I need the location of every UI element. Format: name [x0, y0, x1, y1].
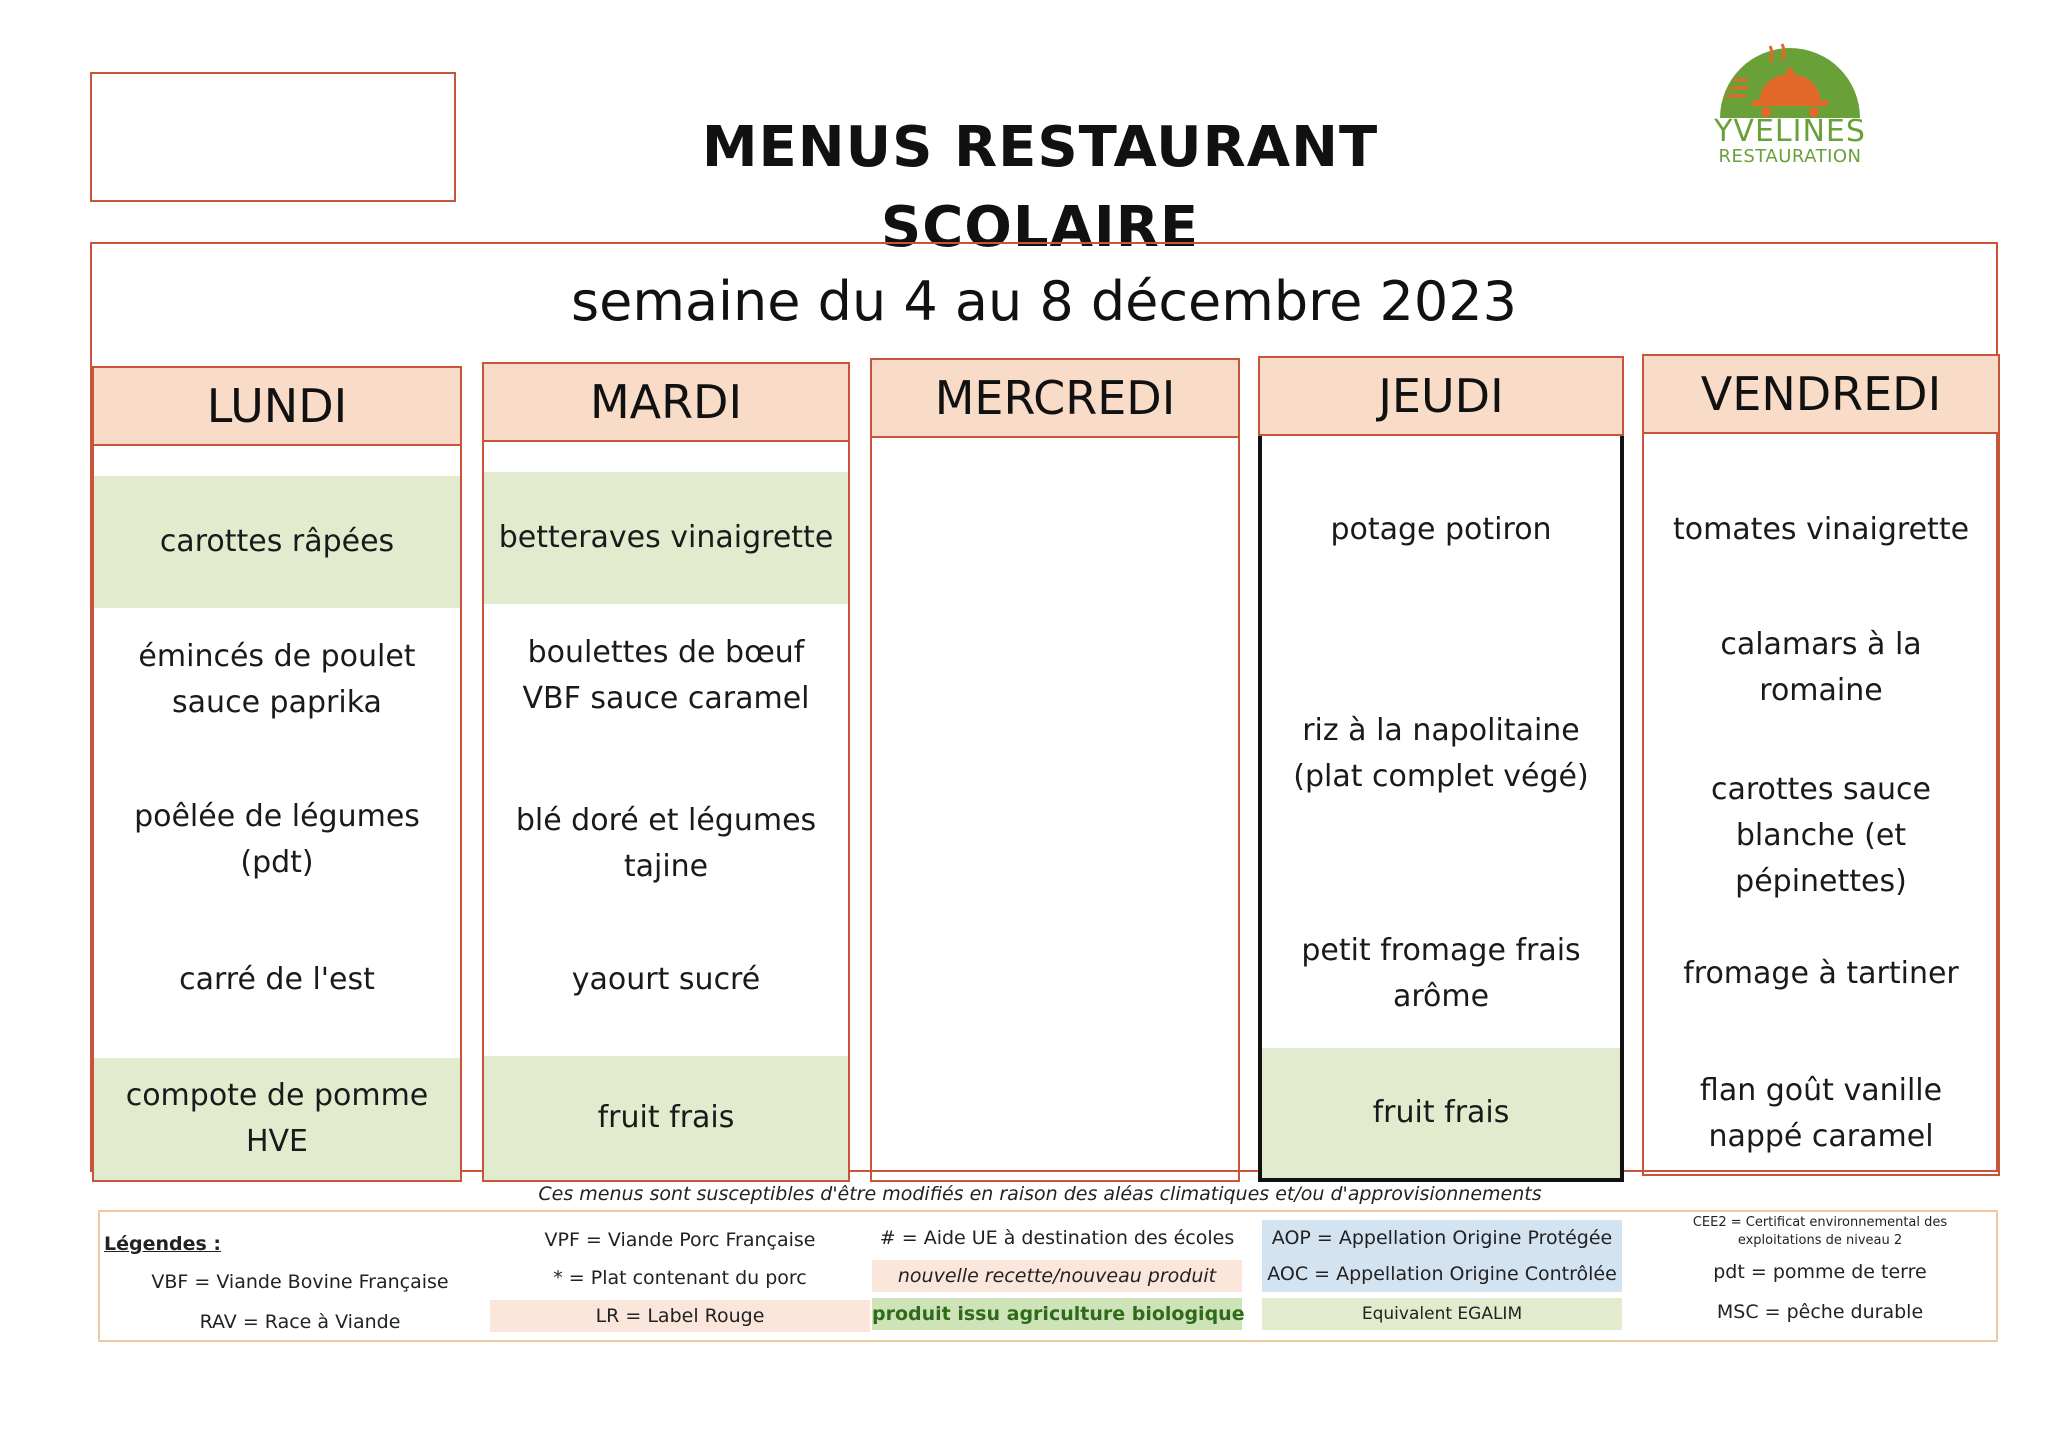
lundi-laitage: carré de l'est — [179, 962, 375, 997]
week-title: semaine du 4 au 8 décembre 2023 — [571, 270, 1517, 333]
day-header-jeudi: JEUDI — [1258, 356, 1624, 436]
legend-vpf: VPF = Viande Porc Française — [544, 1229, 816, 1251]
legend-cee2: CEE2 = Certificat environnemental des exploitations de niveau 2 — [1692, 1215, 1948, 1248]
legend-aoc: AOC = Appellation Origine Contrôlée — [1262, 1256, 1622, 1292]
lundi-entree: carottes râpées — [94, 476, 460, 608]
lundi-dessert: compote de pomme HVE — [94, 1058, 460, 1180]
day-header-lundi: LUNDI — [92, 366, 462, 446]
legend-aop: AOP = Appellation Origine Protégée — [1262, 1220, 1622, 1256]
legend-rav: RAV = Race à Viande — [199, 1311, 401, 1333]
legend-aide: # = Aide UE à destination des écoles — [879, 1227, 1235, 1249]
logo-name: YVELINES — [1714, 114, 1866, 149]
legend-title: Légendes : — [104, 1233, 222, 1255]
day-header-mercredi: MERCREDI — [870, 358, 1240, 438]
mardi-plat: boulettes de bœuf VBF sauce caramel — [522, 635, 810, 716]
vendredi-accompagnement: carottes sauce blanche (et pépinettes) — [1710, 772, 1932, 899]
vendredi-plat: calamars à la romaine — [1720, 627, 1922, 708]
jeudi-entree: potage potiron — [1330, 512, 1552, 547]
logo — [1690, 40, 1890, 175]
vendredi-dessert: flan goût vanille nappé caramel — [1699, 1073, 1943, 1154]
logo-cloche-icon — [1690, 40, 1890, 120]
vendredi-entree: tomates vinaigrette — [1672, 512, 1970, 547]
jeudi-plat: riz à la napolitaine (plat complet végé) — [1293, 713, 1589, 794]
legend-porc: * = Plat contenant du porc — [553, 1267, 807, 1289]
logo-sub: RESTAURATION — [1718, 146, 1862, 167]
lundi-accompagnement: poêlée de légumes (pdt) — [134, 799, 420, 880]
lundi-plat: émincés de poulet sauce paprika — [138, 639, 416, 720]
vendredi-laitage: fromage à tartiner — [1683, 956, 1959, 991]
day-header-mardi: MARDI — [482, 362, 850, 442]
empty-box — [90, 72, 456, 202]
mardi-entree: betteraves vinaigrette — [484, 472, 848, 604]
legend-bio: produit issu agriculture biologique — [872, 1298, 1242, 1330]
legend-pdt: pdt = pomme de terre — [1713, 1261, 1927, 1283]
mardi-dessert: fruit frais — [484, 1056, 848, 1180]
legend-egalim: Equivalent EGALIM — [1262, 1298, 1622, 1330]
legend-nouvelle: nouvelle recette/nouveau produit — [872, 1260, 1242, 1292]
mardi-laitage: yaourt sucré — [571, 962, 761, 997]
jeudi-dessert: fruit frais — [1262, 1048, 1620, 1178]
day-header-vendredi: VENDREDI — [1642, 354, 2000, 434]
disclaimer-note: Ces menus sont susceptibles d'être modifiés en raison des aléas climatiques et/ou d'approvisionnements — [538, 1183, 1542, 1205]
column-mercredi — [870, 434, 1240, 1182]
legend-msc: MSC = pêche durable — [1716, 1301, 1924, 1323]
jeudi-laitage: petit fromage frais arôme — [1301, 933, 1581, 1014]
legend-vbf: VBF = Viande Bovine Française — [151, 1271, 449, 1293]
mardi-accompagnement: blé doré et légumes tajine — [515, 803, 817, 884]
page-title: MENUS RESTAURANT SCOLAIRE — [701, 115, 1379, 260]
legend-lr: LR = Label Rouge — [490, 1300, 870, 1332]
